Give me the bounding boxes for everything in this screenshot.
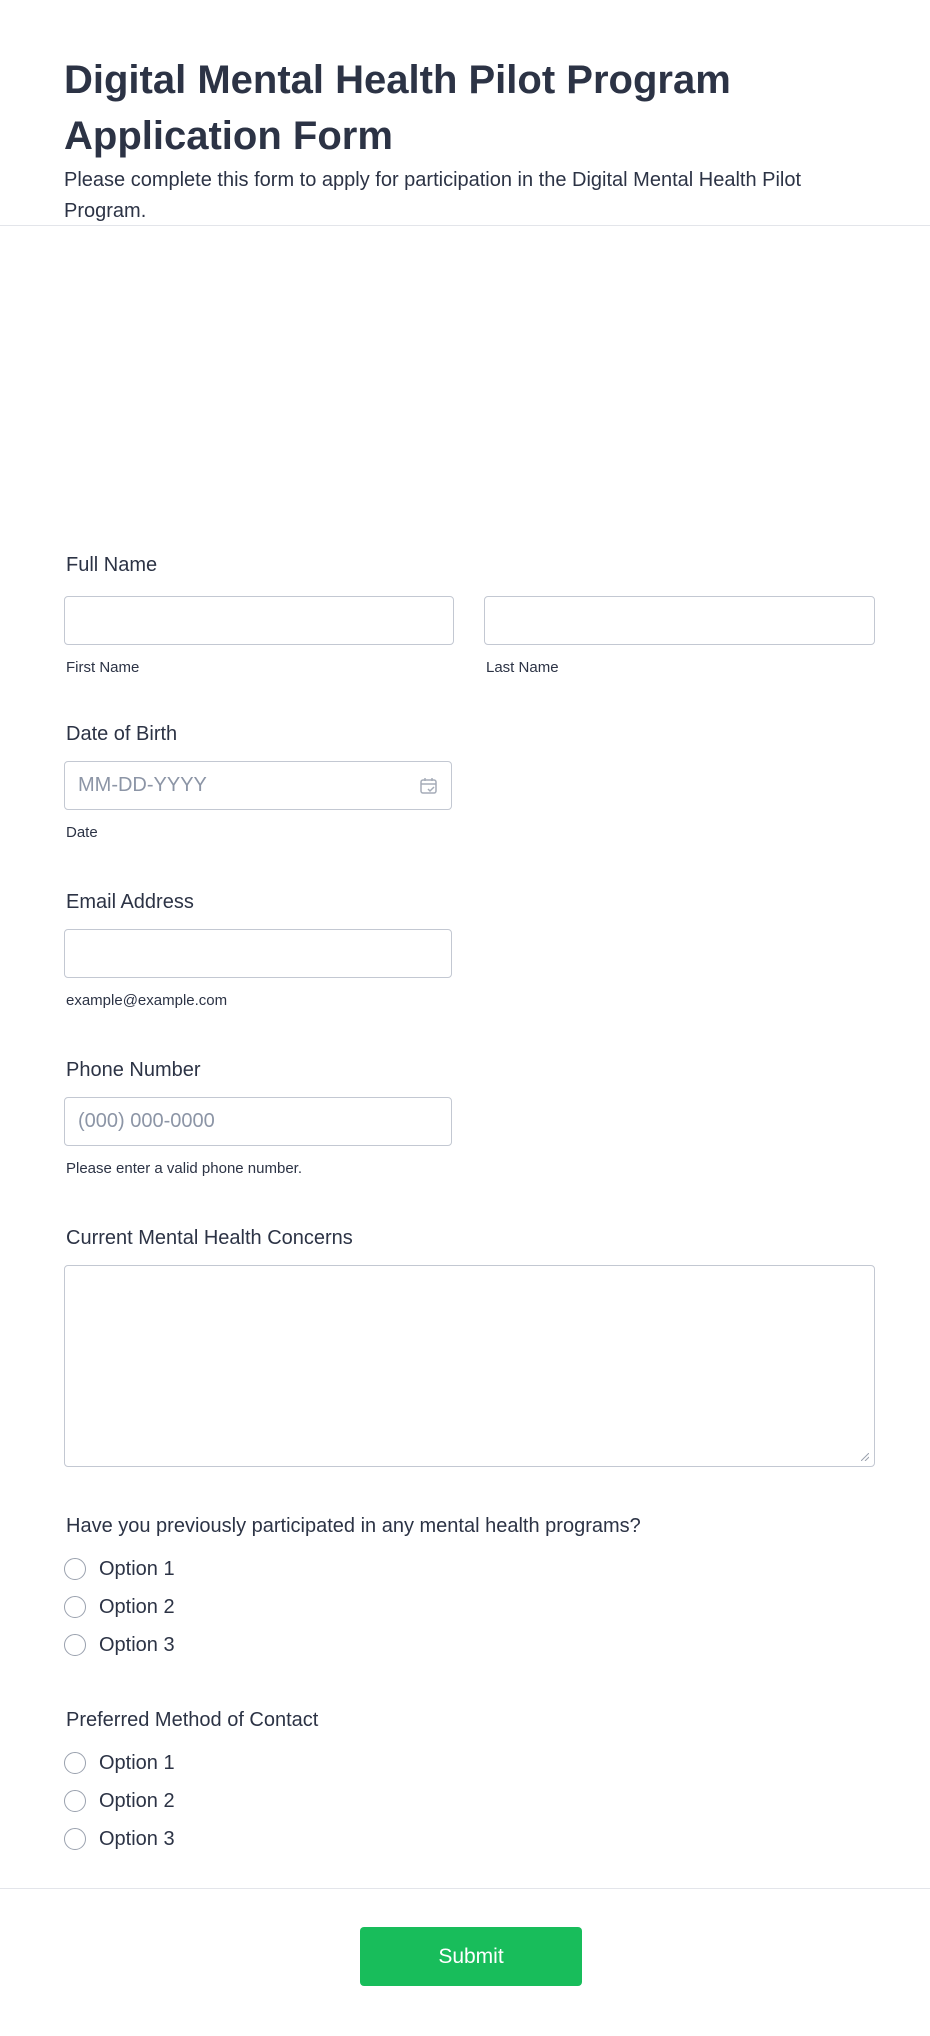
radio-option[interactable] [64, 1626, 641, 1664]
dob-sublabel: Date [66, 824, 98, 841]
radio-option[interactable] [64, 1782, 318, 1820]
submit-button[interactable]: Submit [360, 1927, 582, 1986]
radio-option-label: Option 1 [99, 1751, 175, 1774]
phone-input[interactable] [64, 1097, 452, 1146]
concerns-label: Current Mental Health Concerns [66, 1227, 353, 1249]
phone-placeholder: (000) 000-0000 [78, 1110, 215, 1132]
radio-option[interactable] [64, 1550, 641, 1588]
phone-sublabel: Please enter a valid phone number. [66, 1160, 302, 1177]
phone-field [64, 1059, 452, 1177]
calendar-icon[interactable] [419, 776, 439, 796]
radio-option-label: Option 3 [99, 1633, 175, 1656]
full-name-field [64, 554, 157, 577]
resize-handle-icon[interactable] [861, 1453, 869, 1461]
concerns-textarea[interactable] [64, 1265, 875, 1467]
radio-circle-icon[interactable] [64, 1752, 86, 1774]
concerns-field [64, 1227, 875, 1467]
first-name-sublabel: First Name [66, 659, 140, 676]
radio-option-label: Option 3 [99, 1827, 175, 1850]
radio-option[interactable] [64, 1744, 318, 1782]
last-name-group [484, 596, 875, 676]
page-title: Digital Mental Health Pilot Program Application Form [64, 58, 731, 158]
radio-option[interactable] [64, 1588, 641, 1626]
phone-label: Phone Number [66, 1059, 201, 1081]
radio-circle-icon[interactable] [64, 1558, 86, 1580]
previous-programs-label: Have you previously participated in any mental health programs? [66, 1515, 641, 1537]
contact-method-label: Preferred Method of Contact [66, 1709, 319, 1731]
full-name-label: Full Name [66, 554, 158, 576]
last-name-input[interactable] [484, 596, 875, 645]
contact-method-field [64, 1709, 318, 1858]
radio-circle-icon[interactable] [64, 1828, 86, 1850]
last-name-sublabel: Last Name [486, 659, 559, 676]
radio-option-label: Option 1 [99, 1557, 175, 1580]
dob-field [64, 723, 452, 841]
radio-circle-icon[interactable] [64, 1634, 86, 1656]
contact-method-options [64, 1744, 318, 1858]
form-footer [0, 1888, 930, 2036]
radio-option-label: Option 2 [99, 1789, 175, 1812]
email-field [64, 891, 452, 1009]
dob-label: Date of Birth [66, 723, 178, 745]
first-name-input[interactable] [64, 596, 454, 645]
email-input[interactable] [64, 929, 452, 978]
dob-placeholder: MM-DD-YYYY [78, 774, 207, 796]
form-header [0, 0, 930, 226]
radio-circle-icon[interactable] [64, 1596, 86, 1618]
email-sublabel: example@example.com [66, 992, 228, 1009]
radio-option[interactable] [64, 1820, 318, 1858]
previous-programs-field [64, 1515, 641, 1664]
previous-programs-options [64, 1550, 641, 1664]
first-name-group [64, 596, 454, 676]
dob-input[interactable] [64, 761, 452, 810]
radio-option-label: Option 2 [99, 1595, 175, 1618]
email-label: Email Address [66, 891, 194, 913]
page-subtitle: Please complete this form to apply for participation in the Digital Mental Health Pilot Program. [64, 169, 802, 222]
